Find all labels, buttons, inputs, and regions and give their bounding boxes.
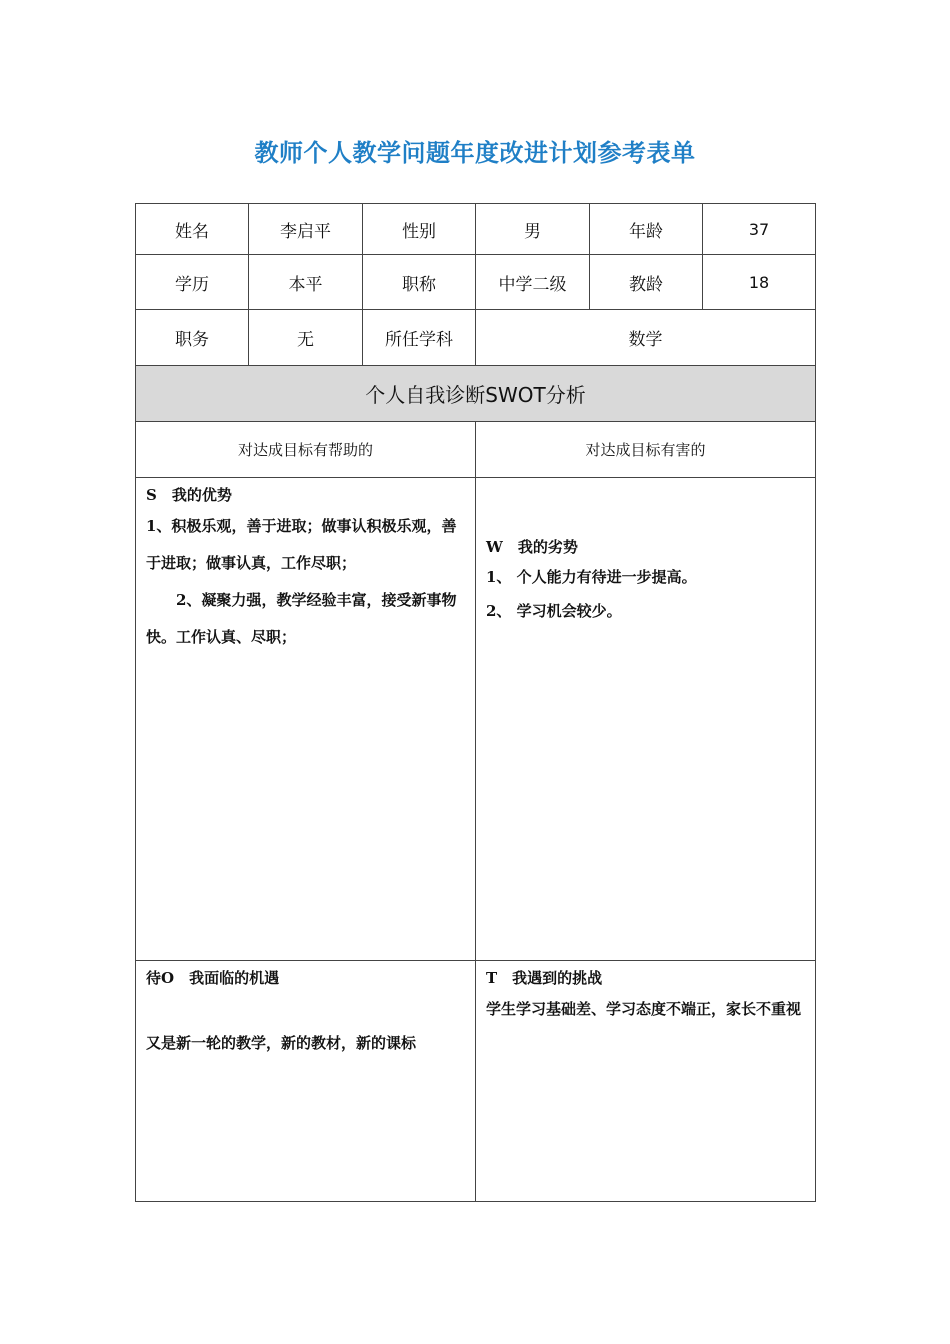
- harmful-header: 对达成目标有害的: [476, 422, 816, 478]
- weaknesses-item-1: 1、 个人能力有待进一步提高。: [486, 568, 697, 586]
- position-label: 职务: [136, 310, 249, 366]
- age-label: 年龄: [590, 204, 703, 255]
- rank-value: 中学二级: [476, 255, 590, 310]
- weaknesses-heading: W 我的劣势: [486, 538, 578, 556]
- name-label: 姓名: [136, 204, 249, 255]
- gender-label: 性别: [363, 204, 476, 255]
- years-value: 18: [703, 255, 816, 310]
- education-label: 学历: [136, 255, 249, 310]
- swot-header-row: [136, 422, 816, 478]
- age-value: 37: [703, 204, 816, 255]
- weaknesses-item-2: 2、 学习机会较少。: [486, 602, 622, 620]
- education-value: 本平: [249, 255, 363, 310]
- page-title: 教师个人教学问题年度改进计划参考表单: [254, 139, 696, 167]
- improvement-plan-form: [135, 203, 816, 1202]
- strengths-heading: S 我的优势: [146, 486, 232, 504]
- opportunities-cell: [136, 961, 476, 1202]
- swot-section-title: 个人自我诊断SWOT分析: [136, 366, 816, 422]
- info-row-2: [136, 255, 816, 310]
- weaknesses-cell: [476, 478, 816, 961]
- position-value: 无: [249, 310, 363, 366]
- threats-cell: [476, 961, 816, 1202]
- strengths-item-2: 2、凝聚力强，教学经验丰富，接受新事物快。工作认真、尽职；: [146, 591, 457, 646]
- opportunities-heading: 待O 我面临的机遇: [146, 969, 280, 987]
- swot-sw-row: [136, 478, 816, 961]
- years-label: 教龄: [590, 255, 703, 310]
- name-value: 李启平: [249, 204, 363, 255]
- swot-ot-row: [136, 961, 816, 1202]
- opportunities-item-1: 又是新一轮的教学，新的教材，新的课标: [146, 1034, 417, 1052]
- strengths-item-1: 1、积极乐观，善于进取；做事认积极乐观，善于进取；做事认真，工作尽职；: [146, 517, 457, 572]
- info-row-3: [136, 310, 816, 366]
- strengths-cell: [136, 478, 476, 961]
- gender-value: 男: [476, 204, 590, 255]
- swot-section-row: [136, 366, 816, 422]
- threats-item-1: 学生学习基础差、学习态度不端正，家长不重视: [486, 1000, 802, 1018]
- rank-label: 职称: [363, 255, 476, 310]
- threats-heading: T 我遇到的挑战: [486, 969, 603, 987]
- helpful-header: 对达成目标有帮助的: [136, 422, 476, 478]
- subject-value: 数学: [476, 310, 816, 366]
- info-row-1: [136, 204, 816, 255]
- subject-label: 所任学科: [363, 310, 476, 366]
